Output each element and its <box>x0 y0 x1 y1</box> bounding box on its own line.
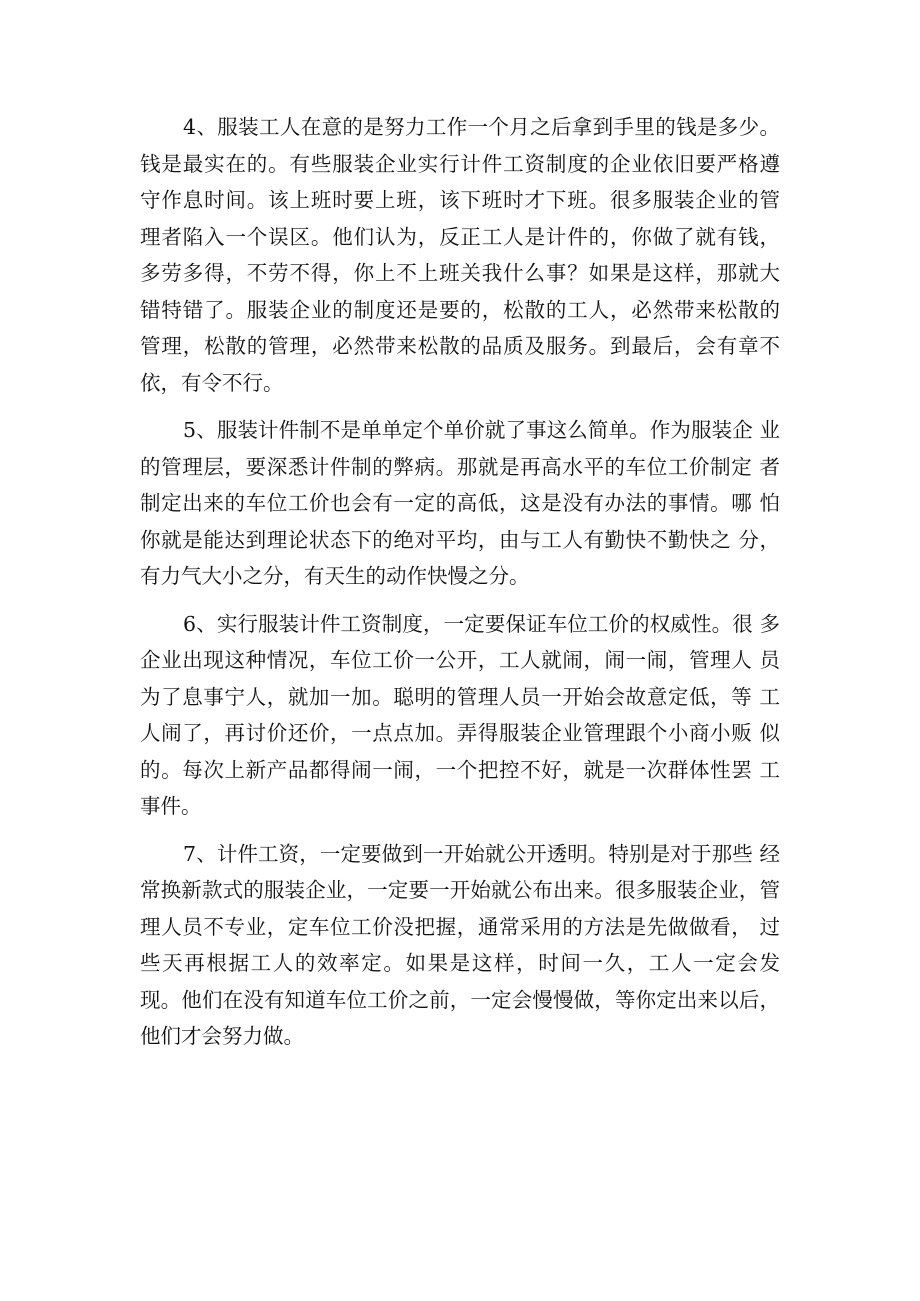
paragraph-5: 5、服装计件制不是单单定个单价就了事这么简单。作为服装企 业的管理层，要深悉计件制的弊病。那就是再高水平的车位工价制定 者制定出来的车位工价也会有一定的高低，这是没有办法的事情。哪 怕你就是能达到理论状态下的绝对平均，由与工人有勤快不勤快之 分，有力气大小之分，有天生的动作快慢之分。 <box>140 418 780 588</box>
document-body <box>140 109 780 1066</box>
paragraph-6: 6、实行服装计件工资制度，一定要保证车位工价的权威性。很 多企业出现这种情况，车位工价一公开，工人就闹，闹一闹，管理人 员为了息事宁人，就加一加。聪明的管理人员一开始会故意定低，等 工人闹了，再讨价还价，一点点加。弄得服装企业管理跟个小商小贩 似的。每次上新产品都得闹一闹，一个把控不好，就是一次群体性罢 工事件。 <box>140 611 780 818</box>
paragraph-7: 7、计件工资，一定要做到一开始就公开透明。特别是对于那些 经常换新款式的服装企业，一定要一开始就公布出来。很多服装企业，管理人员不专业，定车位工价没把握，通常采用的方法是先做做看， 过些天再根据工人的效率定。如果是这样，时间一久，工人一定会发 现。他们在没有知道车位工价之前，一定会慢慢做，等你定出来以后，他们才会努力做。 <box>140 841 780 1048</box>
paragraph-4: 4、服装工人在意的是努力工作一个月之后拿到手里的钱是多少。 钱是最实在的。有些服装企业实行计件工资制度的企业依旧要严格遵 守作息时间。该上班时要上班，该下班时才下班。很多服装企业的管 理者陷入一个误区。他们认为，反正工人是计件的，你做了就有钱， 多劳多得，不劳不得，你上不上班关我什么事？如果是这样，那就大 错特错了。服装企业的制度还是要的，松散的工人，必然带来松散的 管理，松散的管理，必然带来松散的品质及服务。到最后，会有章不 依，有令不行。 <box>140 115 780 395</box>
